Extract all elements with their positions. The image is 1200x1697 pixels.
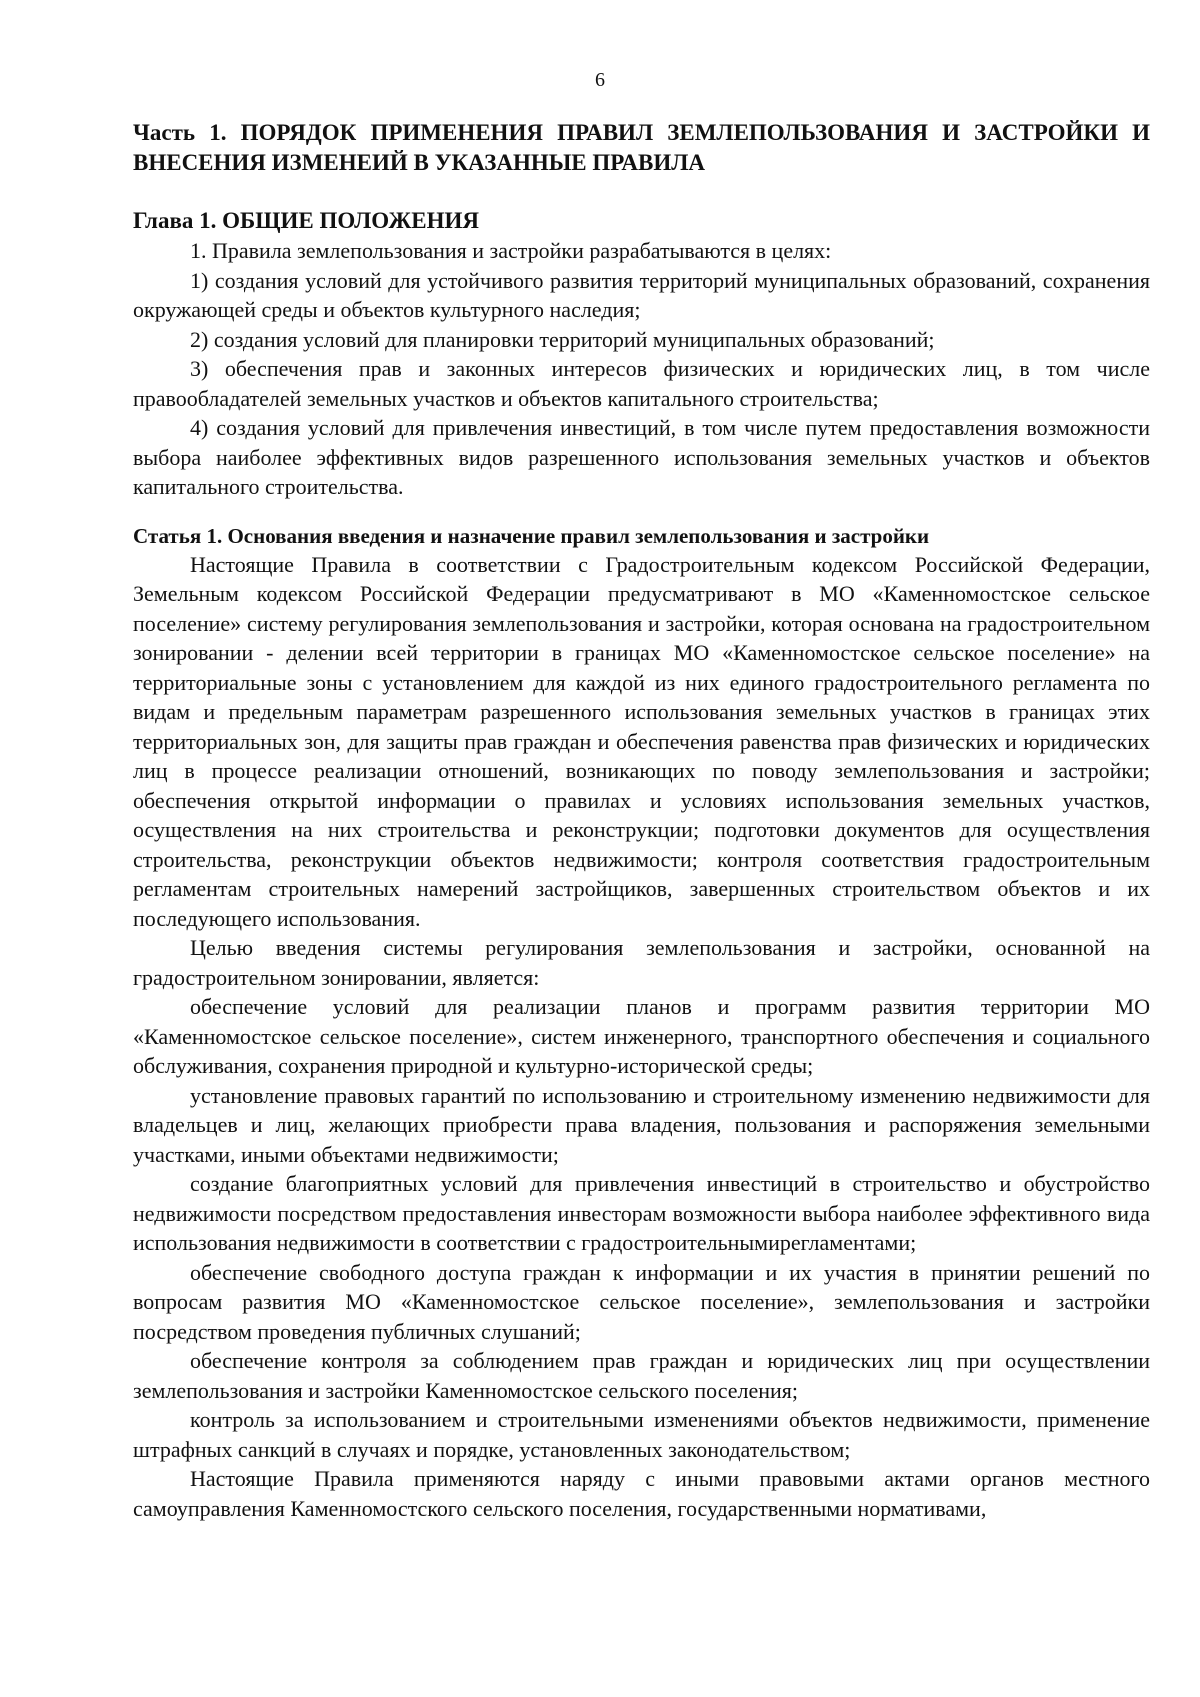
article-paragraph: Целью введения системы регулирования землепользования и застройки, основанной на градостроительном зонировании, является: xyxy=(133,935,1150,990)
article-paragraph: обеспечение свободного доступа граждан к информации и их участия в принятии решений по вопросам развития МО «Каменномостское сельское поселение», землепользования и застройки посредством проведения публичных слушаний; xyxy=(133,1259,1150,1344)
article-title: Статья 1. Основания введения и назначение правил землепользования и застройки xyxy=(133,523,930,548)
article-paragraph: Настоящие Правила применяются наряду с иными правовыми актами органов местного самоуправления Каменномостского сельского поселения, государственными нормативами, xyxy=(133,1466,1150,1521)
article-paragraph: обеспечение контроля за соблюдением прав граждан и юридических лиц при осуществлении землепользования и застройки Каменномостское сельского поселения; xyxy=(133,1348,1150,1403)
article-paragraph: Настоящие Правила в соответствии с Градостроительным кодексом Российской Федерации, Земельным кодексом Российской Федерации предусматривают в МО «Каменномостское сельское поселение» систему регулирования землепользования и застройки, которая основана на градостроительном зонировании - делении всей территории в границах МО «Каменномостское сельское поселение» на территориальные зоны с установлением для каждой из них единого градостроительного регламента по видам и предельным параметрам разрешенного использования земельных участков в границах этих территориальных зон, для защиты прав граждан и обеспечения равенства прав физических и юридических лиц в процессе реализации отношений, возникающих по поводу землепользования и застройки; обеспечения открытой информации о правилах и условиях использования земельных участков, осуществления на них строительства и реконструкции; подготовки документов для осуществления строительства, реконструкции объектов недвижимости; контроля соответствия градостроительным регламентам строительных намерений застройщиков, завершенных строительством объектов и их последующего использования. xyxy=(133,551,1150,931)
article-paragraph: контроль за использованием и строительными изменениями объектов недвижимости, применение штрафных санкций в случаях и порядке, установленных законодательством; xyxy=(133,1407,1150,1462)
chapter-paragraph: 2) создания условий для планировки территорий муниципальных образований; xyxy=(190,326,935,352)
article-paragraph: создание благоприятных условий для привлечения инвестиций в строительство и обустройство недвижимости посредством предоставления инвесторам возможности выбора наиболее эффективного вида использования недвижимости в соответствии с градостроительнымирегламентами; xyxy=(133,1171,1150,1255)
page-content xyxy=(133,118,1150,1523)
part-title: Часть 1. ПОРЯДОК ПРИМЕНЕНИЯ ПРАВИЛ ЗЕМЛЕПОЛЬЗОВАНИЯ И ЗАСТРОЙКИ И ВНЕСЕНИЯ ИЗМЕНЕИЙ В УКАЗАННЫЕ ПРАВИЛА xyxy=(133,120,1150,175)
article-paragraph: установление правовых гарантий по использованию и строительному изменению недвижимости для владельцев и лиц, желающих приобрести права владения, пользования и распоряжения земельными участками, иными объектами недвижимости; xyxy=(133,1082,1150,1167)
chapter-paragraph: 3) обеспечения прав и законных интересов физических и юридических лиц, в том числе правообладателей земельных участков и объектов капитального строительства; xyxy=(133,356,1150,411)
chapter-paragraph: 1) создания условий для устойчивого развития территорий муниципальных образований, сохранения окружающей среды и объектов культурного наследия; xyxy=(133,267,1150,322)
chapter-paragraph: 1. Правила землепользования и застройки разрабатываются в целях: xyxy=(190,238,832,263)
page-number: 6 xyxy=(595,69,605,91)
chapter-title: Глава 1. ОБЩИЕ ПОЛОЖЕНИЯ xyxy=(133,208,480,233)
article-paragraph: обеспечение условий для реализации планов и программ развития территории МО «Каменномостское сельское поселение», систем инженерного, транспортного обеспечения и социального обслуживания, сохранения природной и культурно-исторической среды; xyxy=(133,994,1150,1078)
chapter-paragraph: 4) создания условий для привлечения инвестиций, в том числе путем предоставления возможности выбора наиболее эффективных видов разрешенного использования земельных участков и объектов капитального строительства. xyxy=(133,415,1150,499)
